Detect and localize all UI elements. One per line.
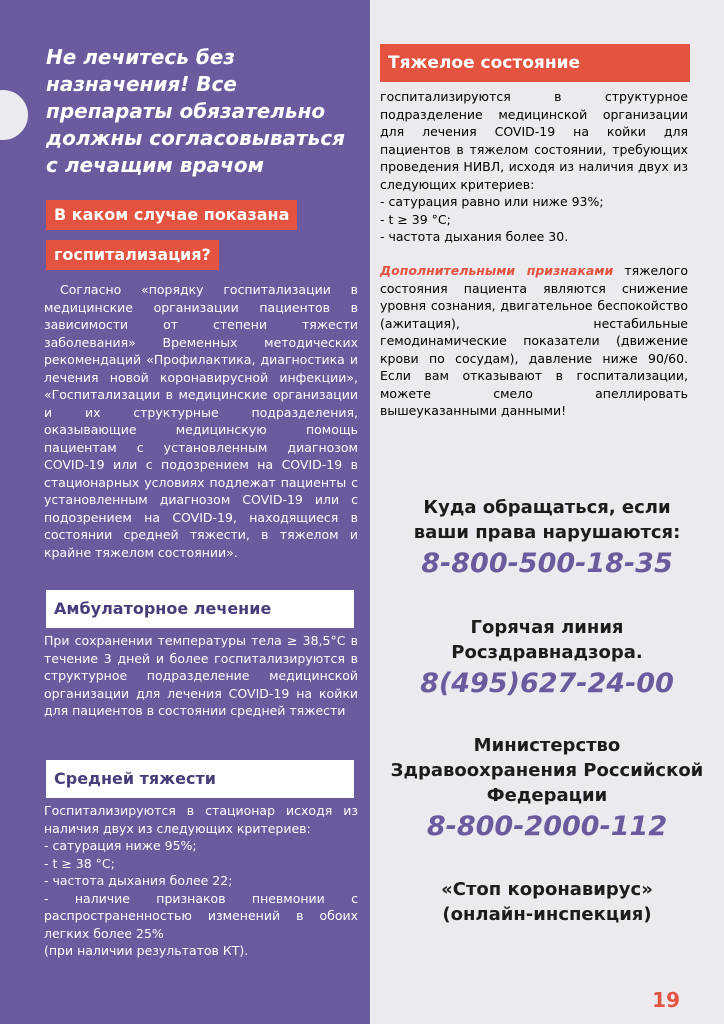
hospitalization-text: Согласно «порядку госпитализации в медицинские организации пациентов в зависимости от степени тяжести заболевания» Временных методических рекомендаций «Профилактика, диагностика и лечения новой коронавирусной инфекции», «Госпитализации в медицинские организации и их структурные подразделения, оказывающие медицинскую помощь пациентам с установленным диагнозом COVID-19 или с подозрением на COVID-19 в стационарных условиях подлежат пациенты с установленным диагнозом COVID-19 или с подозрением на COVID-19, находящиеся в состоянии средней тяжести, в тяжелом и крайне тяжелом состоянии». <box>44 282 358 560</box>
contact-title: «Стоп коронавирус» (онлайн-инспекция) <box>441 879 653 925</box>
phone-number: 8-800-500-18-35 <box>421 548 673 579</box>
moderate-text: Госпитализируются в стационар исходя из наличия двух из следующих критериев: <box>44 803 358 836</box>
moderate-criterion: - сатурация ниже 95%; <box>44 838 197 853</box>
contact-block <box>370 877 724 927</box>
phone-number: 8(495)627-24-00 <box>420 668 674 699</box>
decorative-circle <box>0 90 28 140</box>
severe-section <box>380 88 688 246</box>
severe-criterion: - частота дыхания более 30. <box>380 229 569 244</box>
hospitalization-heading-line1: В каком случае показана <box>46 200 297 230</box>
contact-block <box>370 495 724 583</box>
moderate-heading: Средней тяжести <box>46 760 354 798</box>
severe-heading: Тяжелое состояние <box>380 44 690 82</box>
intro-warning: Не лечитесь без назначения! Все препараты обязательно должны согласовываться с лечащим врачом <box>46 45 345 177</box>
moderate-criterion: (при наличии результатов КТ). <box>44 943 249 958</box>
additional-text: тяжелого состояния пациента являются снижение уровня сознания, двигательное беспокойство (ажитация), нестабильные гемодинамические показатели (движение крови по сосудам), давление ниже 90/60. Если вам отказывают в госпитализации, можете смело апеллировать вышеуказанными данными! <box>380 263 688 418</box>
moderate-criterion: - наличие признаков пневмонии с распространенностью изменений в обоих легких более 25% <box>44 890 358 941</box>
contact-title: Горячая линия Росздравнадзора. <box>451 617 643 663</box>
ambulatory-heading: Амбулаторное лечение <box>46 590 354 628</box>
phone-number: 8-800-2000-112 <box>426 811 668 842</box>
additional-paragraph <box>380 262 688 420</box>
moderate-section <box>44 802 358 960</box>
contact-title: Министерство Здравоохранения Российской Федерации <box>390 735 704 806</box>
additional-signs <box>380 262 688 420</box>
page-number: 19 <box>652 988 680 1012</box>
contact-title: Куда обращаться, если ваши права нарушаются: <box>413 497 681 543</box>
moderate-criterion: - t ≥ 38 °С; <box>44 855 115 871</box>
severe-criterion: - t ≥ 39 °С; <box>380 211 451 227</box>
additional-accent: Дополнительными признаками <box>380 263 614 278</box>
ambulatory-text: При сохранении температуры тела ≥ 38,5°С в течение 3 дней и более госпитализируются в структурное подразделение медицинской организации для лечения COVID-19 на койки для пациентов в состоянии средней тяжести <box>44 633 358 718</box>
severe-text: госпитализируются в структурное подразделение медицинской организации для лечения COVID-19 на койки для пациентов в тяжелом состоянии, требующих проведения НИВЛ, исходя из наличия двух из следующих критериев: <box>380 89 688 192</box>
hospitalization-heading-line2: госпитализация? <box>46 240 219 270</box>
moderate-criterion: - частота дыхания более 22; <box>44 873 233 888</box>
contact-block <box>370 615 724 703</box>
severe-criterion: - сатурация равно или ниже 93%; <box>380 194 604 209</box>
contact-block <box>370 733 724 846</box>
